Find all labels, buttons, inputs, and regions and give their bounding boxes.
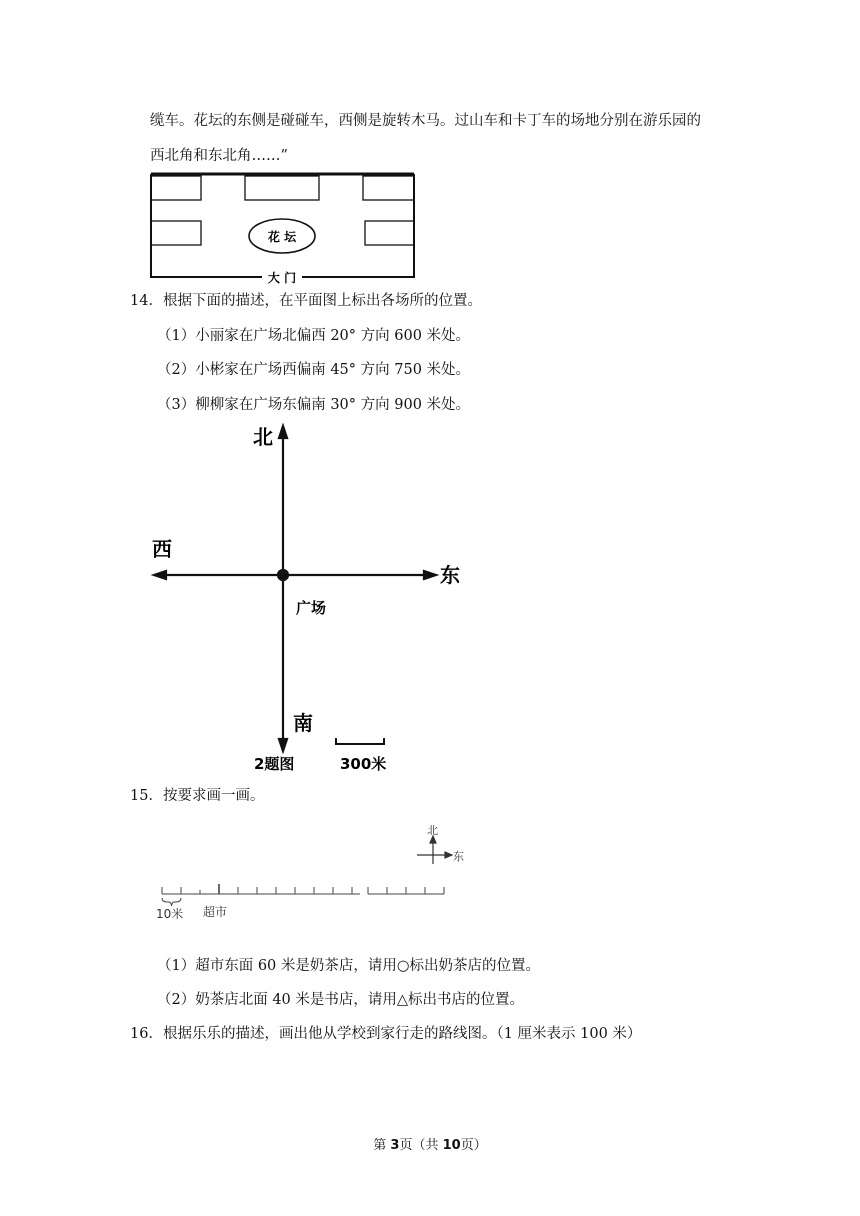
east-label: 东 <box>440 563 460 587</box>
page-number: 3 <box>390 1138 400 1153</box>
unit-label: 10米 <box>156 907 184 921</box>
park-map <box>146 170 418 288</box>
question-15-item-1: （1）超市东面 60 米是奶茶店，请用○标出奶茶店的位置。 <box>157 958 541 974</box>
question-14-item-3: （3）柳柳家在广场东偏南 30° 方向 900 米处。 <box>157 397 471 413</box>
street-diagram <box>150 818 490 928</box>
diagram-caption: 2题图 <box>254 755 295 773</box>
paragraph-line: 缆车。花坛的东侧是碰碰车，西侧是旋转木马。过山车和卡丁车的场地分别在游乐园的 <box>150 113 701 129</box>
south-arrow-icon <box>279 739 287 751</box>
plaza-label: 广场 <box>296 599 327 617</box>
scale-label: 300米 <box>340 755 387 773</box>
north-arrow-icon <box>279 426 287 438</box>
south-label: 南 <box>293 711 313 735</box>
plaza-point <box>278 570 288 580</box>
question-16-stem: 16．根据乐乐的描述，画出他从学校到家行走的路线图。（1 厘米表示 100 米） <box>130 1026 642 1042</box>
total-pages: 10 <box>442 1138 461 1153</box>
plot-east <box>365 221 414 245</box>
plot-north <box>245 176 319 200</box>
north-label: 北 <box>253 425 273 449</box>
page-footer: 第 3页（共 10页） <box>373 1138 487 1153</box>
plot-northwest <box>151 176 201 200</box>
question-14-stem: 14．根据下面的描述，在平面图上标出各场所的位置。 <box>130 293 482 309</box>
west-arrow-icon <box>154 571 166 579</box>
question-14-item-1: （1）小丽家在广场北偏西 20° 方向 600 米处。 <box>157 328 471 344</box>
mini-east-label: 东 <box>453 850 464 863</box>
west-label: 西 <box>152 537 172 561</box>
question-14-item-2: （2）小彬家在广场西偏南 45° 方向 750 米处。 <box>157 362 471 378</box>
east-arrow-icon <box>424 571 436 579</box>
flowerbed-label: 花 坛 <box>267 230 297 244</box>
plaza-diagram <box>140 420 480 780</box>
unit-brace <box>162 898 181 906</box>
plot-west <box>151 221 201 245</box>
mini-north-label: 北 <box>427 824 438 837</box>
mini-east-arrow-icon <box>445 852 452 858</box>
mini-north-arrow-icon <box>430 836 436 843</box>
supermarket-label: 超市 <box>203 905 228 919</box>
question-15-stem: 15．按要求画一画。 <box>130 788 265 804</box>
gate-label: 大 门 <box>267 271 297 285</box>
paragraph-line: 西北角和东北角……” <box>150 148 288 164</box>
plot-northeast <box>363 176 414 200</box>
question-15-item-2: （2）奶茶店北面 40 米是书店，请用△标出书店的位置。 <box>157 992 525 1008</box>
